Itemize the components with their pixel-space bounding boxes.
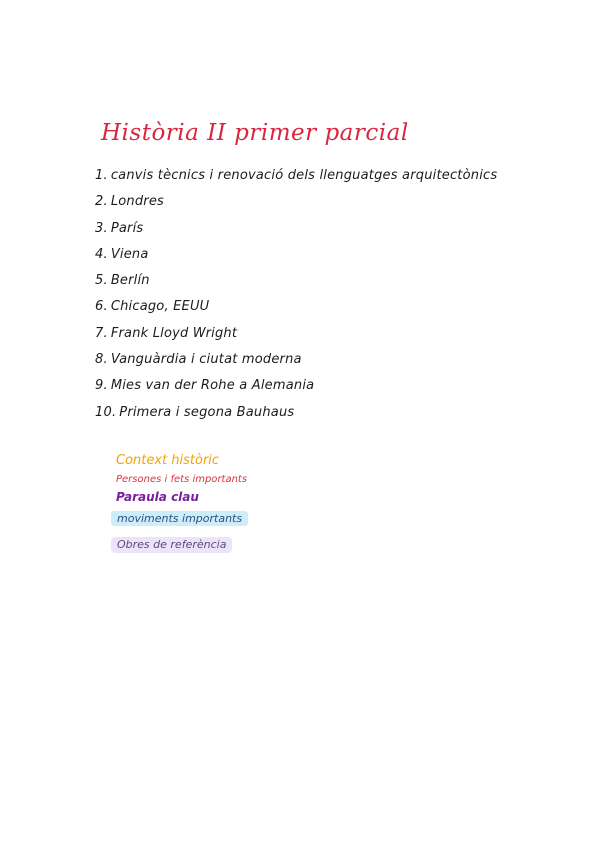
list-item	[95, 163, 497, 189]
list-item	[95, 321, 497, 347]
item-text: Viena	[110, 246, 149, 262]
item-number: 9.	[95, 378, 108, 394]
item-text: canvis tècnics i renovació dels llenguatges arquitectònics	[110, 168, 498, 183]
color-legend	[111, 451, 248, 553]
item-number: 4.	[95, 246, 108, 262]
item-number: 3.	[95, 220, 108, 236]
list-item	[95, 294, 497, 320]
item-text: Frank Lloyd Wright	[110, 325, 238, 341]
legend-movements: moviments importants	[111, 511, 248, 526]
list-item	[95, 216, 497, 242]
item-text: Chicago, EEUU	[110, 299, 210, 315]
item-number: 2.	[95, 194, 108, 210]
item-text: Primera i segona Bauhaus	[119, 404, 295, 420]
item-number: 7.	[95, 325, 108, 341]
list-item	[95, 242, 497, 268]
legend-people-events: Persones i fets importants	[116, 474, 248, 485]
item-text: París	[110, 220, 144, 236]
list-item	[95, 189, 497, 215]
topic-list	[95, 163, 497, 426]
item-text: Londres	[110, 194, 165, 210]
legend-context: Context històric	[116, 453, 220, 468]
list-item	[95, 268, 497, 294]
item-text: Mies van der Rohe a Alemania	[110, 378, 315, 394]
list-item	[95, 347, 497, 373]
item-number: 10.	[95, 404, 117, 420]
item-number: 6.	[95, 299, 108, 315]
item-number: 5.	[95, 273, 108, 289]
item-text: Vanguàrdia i ciutat moderna	[110, 352, 302, 368]
list-item	[95, 373, 497, 399]
item-number: 1.	[95, 168, 108, 183]
legend-keyword: Paraula clau	[116, 490, 199, 504]
item-text: Berlín	[110, 273, 150, 289]
list-item	[95, 400, 497, 426]
item-number: 8.	[95, 352, 108, 368]
page-title: Història II primer parcial	[101, 120, 409, 146]
legend-reference-works: Obres de referència	[111, 537, 232, 553]
